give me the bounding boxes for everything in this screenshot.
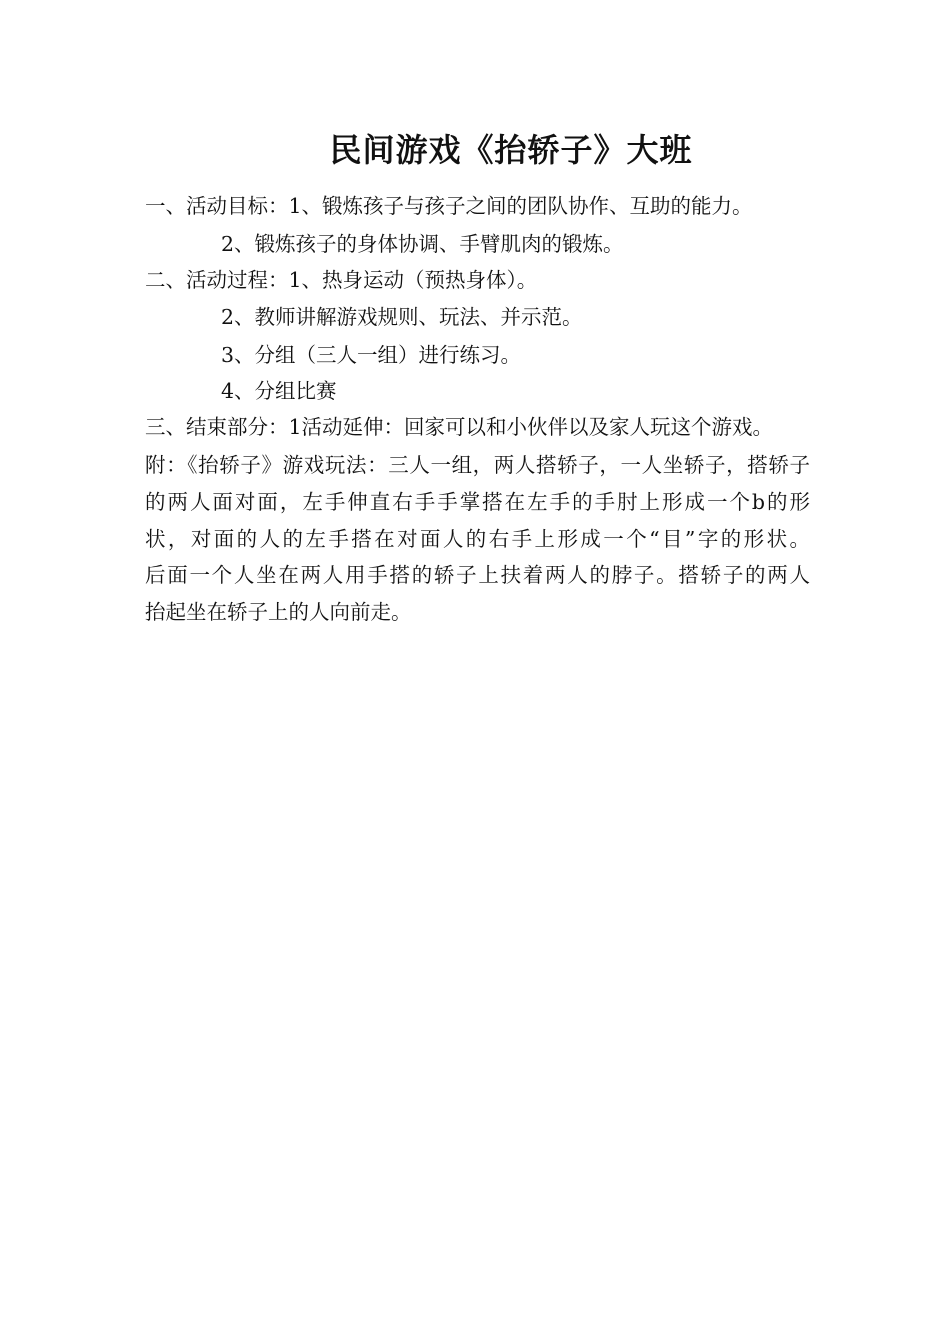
process-line-4: 4、分组比赛 bbox=[221, 379, 337, 403]
appendix-paragraph bbox=[145, 447, 810, 631]
appendix-line-3: 状，对面的人的左手搭在对面人的右手上形成一个“目”字的形状。 bbox=[145, 526, 810, 551]
process-line-1: 二、活动过程：1、热身运动（预热身体）。 bbox=[145, 268, 538, 292]
appendix-line-5: 抬起坐在轿子上的人向前走。 bbox=[145, 600, 412, 625]
document-title: 民间游戏《抬轿子》大班 bbox=[329, 131, 693, 169]
process-line-2: 2、教师讲解游戏规则、玩法、并示范。 bbox=[221, 305, 583, 329]
process-line-3: 3、分组（三人一组）进行练习。 bbox=[221, 343, 522, 367]
appendix-line-1: 附：《抬轿子》游戏玩法：三人一组，两人搭轿子，一人坐轿子，搭轿子 bbox=[145, 453, 810, 477]
appendix-line-2: 的两人面对面，左手伸直右手手掌搭在左手的手肘上形成一个b的形 bbox=[145, 489, 810, 514]
appendix-line-4: 后面一个人坐在两人用手搭的轿子上扶着两人的脖子。搭轿子的两人 bbox=[145, 563, 810, 588]
objective-line-2: 2、锻炼孩子的身体协调、手臂肌肉的锻炼。 bbox=[221, 232, 624, 256]
ending-line: 三、结束部分：1活动延伸：回家可以和小伙伴以及家人玩这个游戏。 bbox=[145, 415, 774, 439]
objective-line-1: 一、活动目标：1、锻炼孩子与孩子之间的团队协作、互助的能力。 bbox=[145, 194, 753, 218]
